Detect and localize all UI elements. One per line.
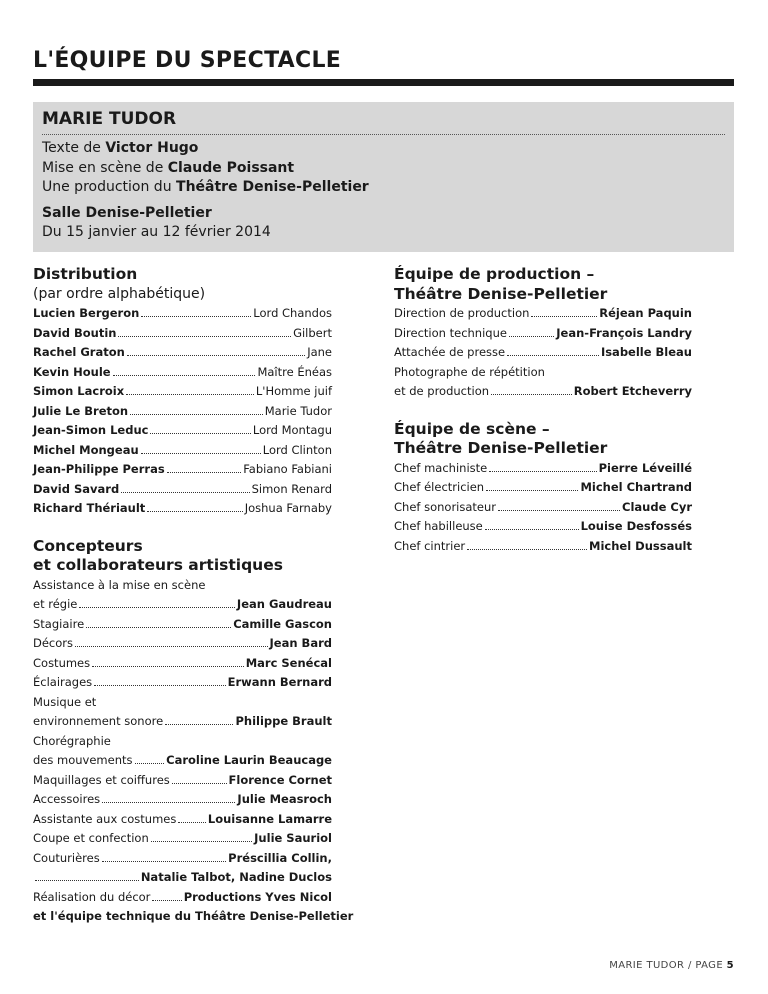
credit-role: Simon Lacroix: [33, 384, 125, 398]
dot-leader: [167, 472, 242, 473]
distribution-heading: Distribution: [33, 265, 138, 283]
credit-row: [394, 498, 692, 518]
credit-row: [394, 343, 692, 363]
credit-role: David Savard: [33, 481, 120, 496]
credit-role: Jean-Philippe Perras: [33, 462, 165, 476]
credit-role: Couturières: [33, 850, 100, 865]
credit-name: Marie Tudor: [264, 403, 332, 418]
credit-row: [33, 441, 332, 461]
credit-row: [33, 693, 332, 713]
credit-row: [33, 868, 332, 888]
credit-row: [394, 382, 692, 402]
credit-role: Réalisation du décor: [33, 889, 151, 904]
dot-leader: [121, 492, 249, 493]
credit-text: Musique et: [33, 694, 97, 709]
credit-row: [33, 907, 354, 927]
dot-leader: [126, 394, 254, 395]
credit-name: Gilbert: [293, 325, 332, 340]
credit-role: Chef cintrier: [394, 538, 466, 553]
credit-row: [33, 790, 332, 810]
credit-name: Louise Desfossés: [580, 519, 692, 533]
credit-role: et de production: [394, 384, 490, 398]
credit-role: Chef habilleuse: [394, 519, 483, 533]
scene-heading-2: Théâtre Denise-Pelletier: [394, 439, 608, 457]
credit-row: [33, 634, 332, 654]
credit-row: [33, 460, 332, 480]
credit-name: Marc Senécal: [245, 655, 332, 670]
credit-name: Isabelle Bleau: [600, 345, 692, 359]
credit-role: David Boutin: [33, 325, 117, 340]
dot-leader: [75, 646, 268, 647]
dot-leader: [130, 414, 263, 415]
page-title: L'ÉQUIPE DU SPECTACLE: [33, 48, 342, 73]
credit-role: Jean-Simon Leduc: [33, 423, 149, 437]
credit-row: [394, 459, 692, 479]
credit-row: [33, 732, 332, 752]
dot-leader: [135, 763, 165, 764]
credit-name: Robert Etcheverry: [573, 384, 692, 398]
credit-name: Julie Sauriol: [254, 831, 332, 845]
credit-name: Jean Gaudreau: [236, 597, 332, 611]
dot-leader: [507, 355, 599, 356]
credit-row: [394, 304, 692, 324]
credit-row: [33, 673, 332, 693]
credit-row: [33, 304, 332, 324]
credit-text: Assistance à la mise en scène: [33, 577, 206, 592]
dot-leader: [509, 336, 554, 337]
dot-leader: [118, 336, 291, 337]
dot-leader: [150, 433, 250, 434]
dot-leader: [498, 510, 620, 511]
dates-line: Du 15 janvier au 12 février 2014: [42, 224, 271, 240]
concepteurs-heading: Concepteurs: [33, 536, 143, 555]
dotted-divider: [42, 134, 725, 135]
credit-role: Éclairages: [33, 675, 93, 689]
credit-name: Michel Dussault: [589, 538, 692, 553]
credit-row: [33, 576, 332, 596]
page-number: 5: [726, 960, 734, 971]
credit-role: Rachel Graton: [33, 345, 125, 359]
dot-leader: [489, 471, 596, 472]
credit-role: et régie: [33, 597, 78, 611]
dot-leader: [491, 394, 572, 395]
credit-role: Maquillages et coiffures: [33, 772, 170, 787]
credit-name: Jane: [307, 345, 332, 359]
credit-row: [33, 595, 332, 615]
dot-leader: [94, 685, 225, 686]
credit-row: [394, 363, 692, 383]
credit-row: [33, 849, 332, 869]
credit-row: [33, 654, 332, 674]
credit-role: Richard Thériault: [33, 501, 146, 515]
title-rule: [33, 79, 734, 86]
credit-row: [33, 888, 332, 908]
credit-name: Michel Chartrand: [580, 480, 692, 494]
credit-name: L'Homme juif: [255, 384, 332, 398]
credit-name: Pierre Léveillé: [598, 460, 692, 475]
dot-leader: [35, 880, 139, 881]
credit-name: Fabiano Fabiani: [243, 462, 332, 476]
credit-name: Philippe Brault: [235, 714, 332, 728]
credit-name: Florence Cornet: [228, 772, 332, 787]
credit-row: [33, 480, 332, 500]
venue-line: Salle Denise-Pelletier: [42, 204, 212, 221]
concepteurs-list: [33, 576, 354, 927]
credit-role: Direction technique: [394, 325, 507, 340]
credit-row: [33, 810, 332, 830]
dot-leader: [102, 861, 226, 862]
distribution-list: [33, 304, 332, 519]
show-info-box: [33, 102, 734, 252]
dot-leader: [178, 822, 206, 823]
credit-name: Simon Renard: [251, 481, 332, 496]
credit-role: Kevin Houle: [33, 364, 111, 379]
credit-role: Accessoires: [33, 792, 101, 806]
credit-name: Productions Yves Nicol: [183, 889, 332, 904]
credit-text: Chorégraphie: [33, 733, 111, 748]
credit-role: Attachée de presse: [394, 345, 506, 359]
credit-role: Chef sonorisateur: [394, 499, 497, 514]
credit-role: Coupe et confection: [33, 831, 149, 845]
credit-name: Joshua Farnaby: [244, 501, 332, 515]
credit-name: Claude Cyr: [622, 499, 692, 514]
dot-leader: [531, 316, 597, 317]
credit-role: des mouvements: [33, 753, 133, 767]
dot-leader: [172, 783, 227, 784]
credit-row: [33, 615, 332, 635]
credit-row: [33, 363, 332, 383]
credit-row: [33, 421, 332, 441]
credit-row: [33, 499, 332, 519]
production-line: Une production du Théâtre Denise-Pelletier: [42, 179, 369, 195]
credit-name: Maître Énéas: [257, 364, 332, 379]
dot-leader: [102, 802, 235, 803]
credit-row: [33, 382, 332, 402]
dot-leader: [485, 529, 579, 530]
credit-name: Lord Clinton: [262, 442, 332, 457]
credit-name: Réjean Paquin: [599, 306, 692, 320]
distribution-subheading: (par ordre alphabétique): [33, 285, 206, 302]
credit-row: [33, 343, 332, 363]
credit-text: et l'équipe technique du Théâtre Denise-Pelletier: [33, 909, 354, 923]
credit-name: Lord Chandos: [253, 306, 332, 320]
dot-leader: [467, 549, 587, 550]
credit-role: Lucien Bergeron: [33, 306, 140, 320]
credit-name: Jean Bard: [269, 636, 332, 650]
credit-role: Julie Le Breton: [33, 403, 129, 418]
credit-row: [394, 517, 692, 537]
credit-row: [394, 324, 692, 344]
credit-name: Louisanne Lamarre: [207, 811, 332, 826]
production-heading: Équipe de production –: [394, 265, 595, 283]
credit-row: [33, 712, 332, 732]
credit-role: Chef machiniste: [394, 460, 488, 475]
dot-leader: [141, 316, 251, 317]
dot-leader: [141, 453, 261, 454]
right-column: [394, 265, 692, 556]
credit-name: Julie Measroch: [237, 792, 332, 806]
credit-role: Michel Mongeau: [33, 442, 139, 457]
dot-leader: [152, 900, 181, 901]
credit-name: Jean-François Landry: [556, 325, 692, 340]
scene-heading: Équipe de scène –: [394, 419, 550, 438]
credit-row: [394, 537, 692, 557]
credit-row: [33, 324, 332, 344]
credit-name: Camille Gascon: [233, 616, 332, 631]
credit-role: Stagiaire: [33, 616, 85, 631]
production-heading-2: Théâtre Denise-Pelletier: [394, 284, 608, 303]
author-line: Texte de Victor Hugo: [42, 140, 199, 156]
credit-role: environnement sonore: [33, 714, 164, 728]
dot-leader: [113, 375, 256, 376]
dot-leader: [127, 355, 305, 356]
credit-text: Photographe de répétition: [394, 364, 545, 379]
credit-row: [33, 771, 332, 791]
credit-name: Natalie Talbot, Nadine Duclos: [140, 870, 332, 884]
left-column: [33, 265, 354, 927]
concepteurs-heading-2: et collaborateurs artistiques: [33, 556, 283, 574]
credit-name: Préscillia Collin,: [228, 850, 332, 865]
credit-name: Erwann Bernard: [227, 675, 332, 689]
dot-leader: [486, 490, 578, 491]
page-footer: MARIE TUDOR / PAGE 5: [609, 960, 734, 971]
credit-name: Lord Montagu: [252, 423, 332, 437]
show-title: MARIE TUDOR: [42, 109, 177, 129]
credit-role: Décors: [33, 636, 74, 650]
credit-row: [33, 402, 332, 422]
credit-row: [394, 478, 692, 498]
credit-role: Chef électricien: [394, 480, 485, 494]
production-list: [394, 304, 692, 402]
dot-leader: [165, 724, 233, 725]
credit-row: [33, 751, 332, 771]
dot-leader: [147, 511, 242, 512]
director-line: Mise en scène de Claude Poissant: [42, 159, 295, 176]
dot-leader: [79, 607, 235, 608]
credit-role: Costumes: [33, 655, 91, 670]
scene-list: [394, 459, 692, 557]
dot-leader: [86, 627, 231, 628]
credit-name: Caroline Laurin Beaucage: [166, 753, 332, 767]
credit-row: [33, 829, 332, 849]
dot-leader: [151, 841, 252, 842]
dot-leader: [92, 666, 244, 667]
credit-role: Direction de production: [394, 306, 530, 320]
credit-role: Assistante aux costumes: [33, 811, 177, 826]
